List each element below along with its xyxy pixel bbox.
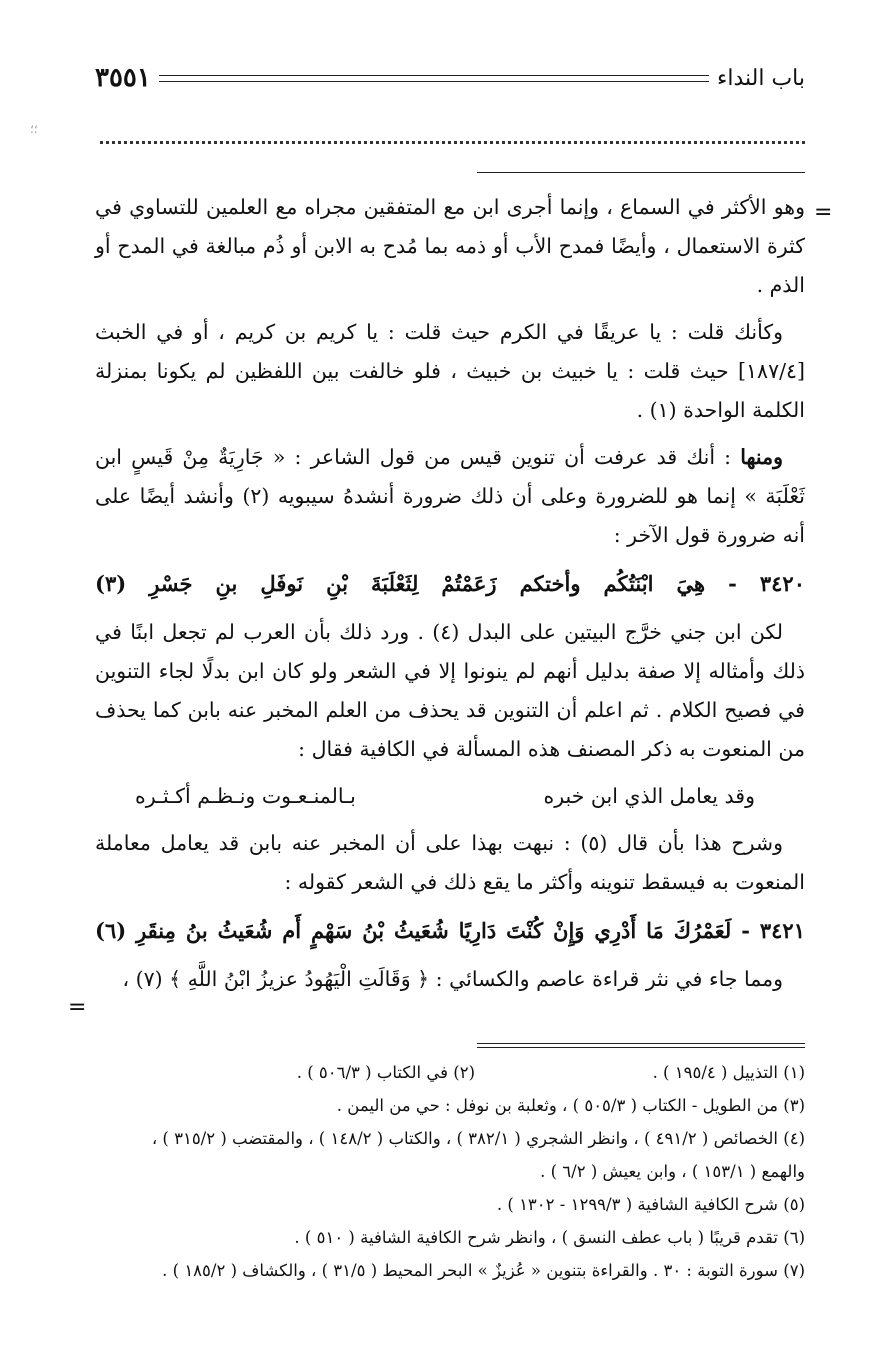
footnote-6: (٦) تقدم قريبًا ( باب عطف النسق ) ، وانظر شرح الكافية الشافية ( ٥١٠ ) . [294, 1228, 805, 1247]
footnote-4-continued: والهمع ( ١٥٣/١ ) ، وابن يعيش ( ٦/٢ ) . [540, 1162, 805, 1181]
poem-second-hemistich: بـالمنـعـوت ونـظـم أكـثـره [135, 784, 356, 808]
paragraph-3-keyword: ومنها [740, 445, 783, 469]
footnote-7: (٧) سورة التوبة : ٣٠ . والقراءة بتنوين « عُزيزٌ » البحر المحيط ( ٣١/٥ ) ، والكشاف ( ١٨٥/٢ ) . [162, 1261, 805, 1280]
paragraph-3-text: : أنك قد عرفت أن تنوين قيس من قول الشاعر : « جَارِيَةٌ مِنْ قَيسٍ ابن ثَعْلَبَة » إنما هو للضرورة وعلى أن ذلك ضرورة أنشدهُ سيبويه (٢) وأنشد أيضًا على أنه ضرورة قول الآخر : [95, 445, 805, 547]
verse-3420: ٣٤٢٠ - هِيَ ابْنَتُكُم وأختكم زَعَمْتُمْ لِثَعْلَبَةَ بْنِ نَوفَلِ بنِ جَسْرِ (٣) [95, 571, 805, 596]
main-text [95, 188, 805, 1007]
page-number: ٣٥٥١ [95, 63, 151, 93]
margin-mark: ؛؛ [30, 122, 38, 136]
poem-line [95, 777, 805, 816]
page-header [95, 58, 805, 98]
dotted-separator [100, 141, 805, 144]
footnotes [95, 1056, 805, 1287]
poem-first-hemistich: وقد يعامل الذي ابن خبره [543, 784, 755, 808]
paragraph-3 [95, 438, 805, 555]
verse-3421: ٣٤٢١ - لَعَمْرُكَ مَا أَدْرِي وَإِنْ كُنْتَ دَارِيًا شُعَيثُ بْنُ سَهْمٍ أَم شُعَيثُ بنُ مِنقَرِ (٦) [95, 918, 805, 943]
footnote-1: (١) التذييل ( ١٩٥/٤ ) . [652, 1063, 805, 1082]
paragraph-5: وشرح هذا بأن قال (٥) : نبهت بهذا على أن المخبر عنه بابن قد يعامل معاملة المنعوت به فيسقط تنوينه وأكثر ما يقع ذلك في الشعر كقوله : [95, 831, 805, 894]
footnote-row-1 [95, 1056, 805, 1089]
paragraph-1: وهو الأكثر في السماع ، وإنما أجرى ابن مع المتفقين مجراه مع العلمين للتساوي في كثرة الاستعمال ، وأيضًا فمدح الأب أو ذمه بما مُدح به الابن أو ذُم مبالغة في المدح أو الذم . [95, 195, 805, 297]
section-rule [477, 172, 805, 173]
paragraph-4: لكن ابن جني خرَّج البيتين على البدل (٤) . ورد ذلك بأن العرب لم تجعل ابنًا في ذلك وأمثاله إلا صفة بدليل أنهم لم ينونوا إلا في الشعر ولو كان ابن بدلًا لجاء التنوين في فصيح الكلام . ثم اعلم أن التنوين قد يحذف من العلم المخبر عنه بابن كما يحذف من المنعوت به ذكر المصنف هذه المسألة في الكافية فقال : [95, 620, 805, 761]
footnote-3: (٣) من الطويل - الكتاب ( ٥٠٥/٣ ) ، وثعلبة بن نوفل : حي من اليمن . [336, 1096, 805, 1115]
continuation-mark-end: = [68, 995, 87, 1020]
footnote-rule [477, 1043, 805, 1048]
paragraph-2: وكأنك قلت : يا عريقًا في الكرم حيث قلت : يا كريم بن كريم ، أو في الخبث [١٨٧/٤] حيث قلت : يا خبيث بن خبيث ، فلو خالفت بين اللفظين لم يكونا بمنزلة الكلمة الواحدة (١) . [95, 320, 805, 422]
footnote-2: (٢) في الكتاب ( ٥٠٦/٣ ) . [296, 1063, 475, 1082]
header-rule [159, 75, 709, 82]
paragraph-6: ومما جاء في نثر قراءة عاصم والكسائي : ﴿ وَقَالَتِ الْيَهُودُ عزيزُ ابْنُ اللَّهِ ﴾ (٧) ، [122, 967, 783, 991]
continuation-mark-start: = [814, 200, 833, 225]
running-title: باب النداء [717, 65, 805, 91]
footnote-4: (٤) الخصائص ( ٤٩١/٢ ) ، وانظر الشجري ( ٣٨٢/١ ) ، والكتاب ( ١٤٨/٢ ) ، والمقتضب ( ٣١٥/٢ ) ، [151, 1129, 805, 1148]
footnote-5: (٥) شرح الكافية الشافية ( ١٢٩٩/٣ - ١٣٠٢ ) . [496, 1195, 805, 1214]
